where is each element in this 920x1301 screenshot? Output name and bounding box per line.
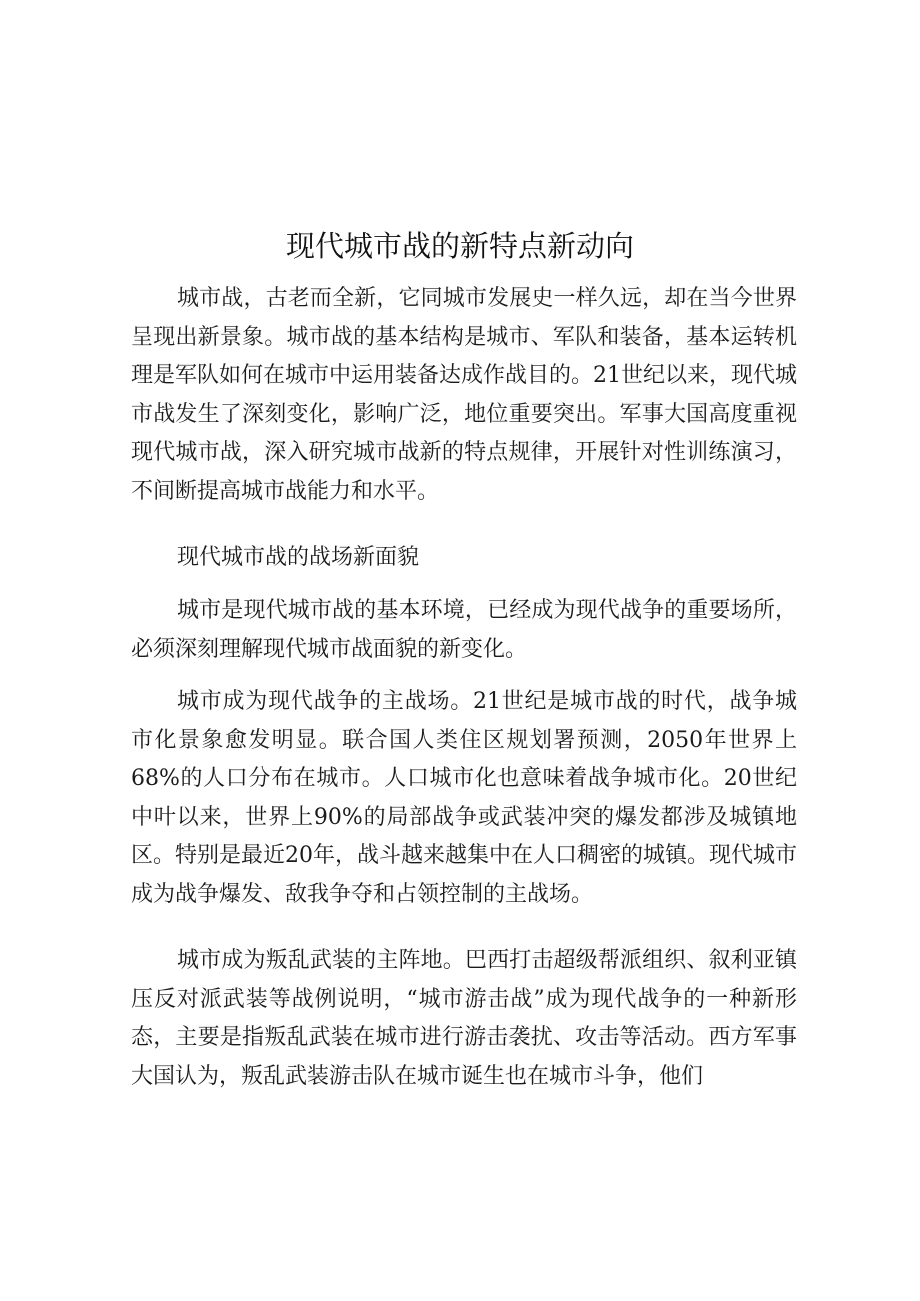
paragraph-insurgent-base: 城市成为叛乱武装的主阵地。巴西打击超级帮派组织、叙利亚镇压反对派武装等战例说明，“城市游击战”成为现代战争的一种新形态，主要是指叛乱武装在城市进行游击袭扰、攻击等活动。西方军事大国认为，叛乱武装游击队在城市诞生也在城市斗争，他们: [131, 948, 797, 1089]
document-title: 现代城市战的新特点新动向: [285, 229, 634, 263]
section-heading: 现代城市战的战场新面貌: [177, 545, 420, 570]
paragraph-intro: 城市战，古老而全新，它同城市发展史一样久远，却在当今世界呈现出新景象。城市战的基本结构是城市、军队和装备，基本运转机理是军队如何在城市中运用装备达成作战目的。21世纪以来，现代城市战发生了深刻变化，影响广泛，地位重要突出。军事大国高度重视现代城市战，深入研究城市战新的特点规律，开展针对性训练演习，不间断提高城市战能力和水平。: [131, 286, 797, 504]
paragraph-city-environment: 城市是现代城市战的基本环境，已经成为现代战争的重要场所，必须深刻理解现代城市战面貌的新变化。: [131, 598, 797, 662]
paragraph-main-battlefield: 城市成为现代战争的主战场。21世纪是城市战的时代，战争城市化景象愈发明显。联合国人类住区规划署预测，2050年世界上68%的人口分布在城市。人口城市化也意味着战争城市化。20世纪中叶以来，世界上90%的局部战争或武装冲突的爆发都涉及城镇地区。特别是最近20年，战斗越来越集中在人口稠密的城镇。现代城市成为战争爆发、敌我争夺和占领控制的主战场。: [131, 689, 797, 907]
